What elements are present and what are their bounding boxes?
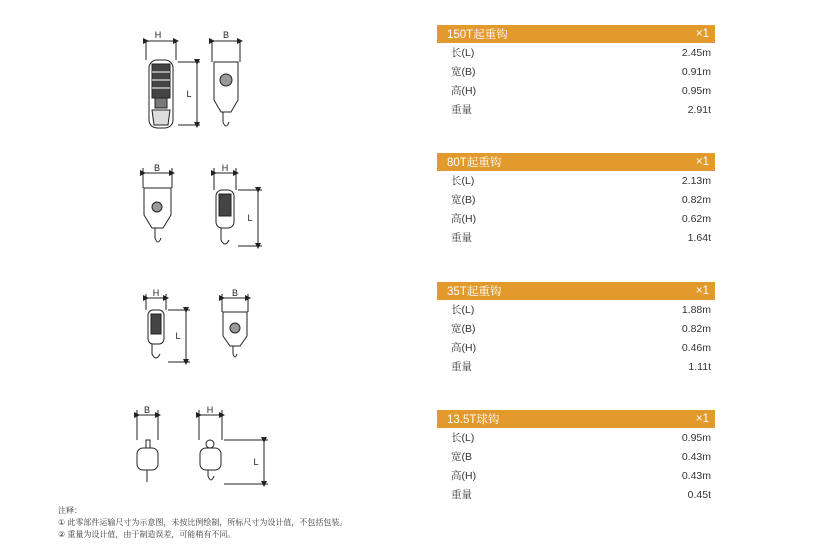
spec-row-height	[437, 81, 715, 100]
spec-value: 0.82m	[681, 193, 711, 206]
spec-value: 0.95m	[681, 84, 711, 97]
spec-table-13-5t	[437, 410, 715, 504]
spec-table-title: 35T起重钩	[447, 286, 502, 298]
spec-label: 重量	[451, 489, 472, 501]
dim-label-h: H	[221, 163, 229, 173]
spec-value: 0.95m	[681, 431, 711, 444]
spec-value: 1.64t	[687, 231, 711, 244]
spec-value: 0.62m	[681, 212, 711, 225]
spec-row-height	[437, 338, 715, 357]
spec-value: 0.46m	[681, 341, 711, 354]
hook-80t-front-drawing	[143, 168, 172, 242]
spec-label: 长(L)	[451, 47, 475, 59]
spec-value: 1.88m	[681, 303, 711, 316]
spec-row-length	[437, 300, 715, 319]
spec-value: 0.45t	[687, 488, 711, 501]
spec-value: 0.91m	[681, 65, 711, 78]
spec-value: 0.82m	[681, 322, 711, 335]
footnotes-title: 注释：	[58, 506, 82, 515]
spec-label: 宽(B)	[451, 66, 476, 78]
dim-label-l: L	[175, 331, 181, 341]
spec-value: 2.91t	[687, 103, 711, 116]
spec-table-80t	[437, 153, 715, 247]
spec-label: 宽(B	[451, 451, 472, 463]
dim-label-l: L	[253, 457, 259, 467]
hook-80t-side-drawing	[214, 168, 262, 246]
hook-150t-side-drawing	[146, 40, 176, 128]
spec-label: 宽(B)	[451, 323, 476, 335]
spec-row-length	[437, 428, 715, 447]
spec-table-header	[437, 25, 715, 43]
footnote-1: ① 此零部件运输尺寸为示意图，未按比例绘制，所标尺寸为设计值，不包括包装。	[58, 518, 348, 527]
spec-table-qty: ×1	[695, 28, 709, 40]
spec-row-height	[437, 466, 715, 485]
dim-label-l: L	[186, 89, 192, 99]
spec-table-qty: ×1	[695, 413, 709, 425]
spec-row-weight	[437, 228, 715, 247]
hook-35t-front-drawing	[222, 294, 248, 357]
spec-table-title: 13.5T球钩	[447, 414, 500, 426]
spec-table-title: 80T起重钩	[447, 157, 502, 169]
spec-label: 重量	[451, 361, 472, 373]
spec-table-150t	[437, 25, 715, 119]
dim-label-h: H	[206, 405, 214, 415]
hook-13-5t-side-drawing	[199, 410, 268, 484]
spec-label: 宽(B)	[451, 194, 476, 206]
hook-13-5t-front-drawing	[137, 410, 158, 482]
spec-row-weight	[437, 100, 715, 119]
footnotes	[58, 505, 347, 541]
spec-value: 2.45m	[681, 46, 711, 59]
spec-table-header	[437, 410, 715, 428]
spec-row-weight	[437, 357, 715, 376]
dim-label-b: B	[222, 30, 230, 40]
spec-label: 长(L)	[451, 432, 475, 444]
spec-value: 0.43m	[681, 450, 711, 463]
spec-label: 长(L)	[451, 175, 475, 187]
footnote-2: ② 重量为设计值，由于制造误差，可能稍有不同。	[58, 530, 236, 539]
spec-table-header	[437, 153, 715, 171]
spec-label: 高(H)	[451, 470, 477, 482]
spec-value: 0.43m	[681, 469, 711, 482]
spec-label: 重量	[451, 104, 472, 116]
spec-table-35t	[437, 282, 715, 376]
spec-table-qty: ×1	[695, 156, 709, 168]
spec-value: 2.13m	[681, 174, 711, 187]
spec-label: 高(H)	[451, 342, 477, 354]
dim-label-b: B	[143, 405, 151, 415]
spec-label: 高(H)	[451, 213, 477, 225]
spec-label: 长(L)	[451, 304, 475, 316]
dim-label-b: B	[153, 163, 161, 173]
spec-value: 1.11t	[688, 360, 711, 373]
spec-row-height	[437, 209, 715, 228]
dim-label-h: H	[154, 30, 162, 40]
spec-row-width	[437, 62, 715, 81]
dim-label-h: H	[152, 288, 160, 298]
hook-drawings	[0, 0, 420, 510]
hook-35t-side-drawing	[146, 294, 190, 362]
spec-row-length	[437, 43, 715, 62]
spec-row-width	[437, 319, 715, 338]
spec-table-qty: ×1	[695, 285, 709, 297]
spec-row-width	[437, 190, 715, 209]
spec-table-header	[437, 282, 715, 300]
spec-label: 高(H)	[451, 85, 477, 97]
spec-row-length	[437, 171, 715, 190]
spec-row-weight	[437, 485, 715, 504]
spec-table-title: 150T起重钩	[447, 29, 508, 41]
dim-label-b: B	[231, 288, 239, 298]
spec-label: 重量	[451, 232, 472, 244]
spec-row-width	[437, 447, 715, 466]
hook-150t-front-drawing	[178, 40, 240, 126]
dim-label-l: L	[247, 213, 253, 223]
